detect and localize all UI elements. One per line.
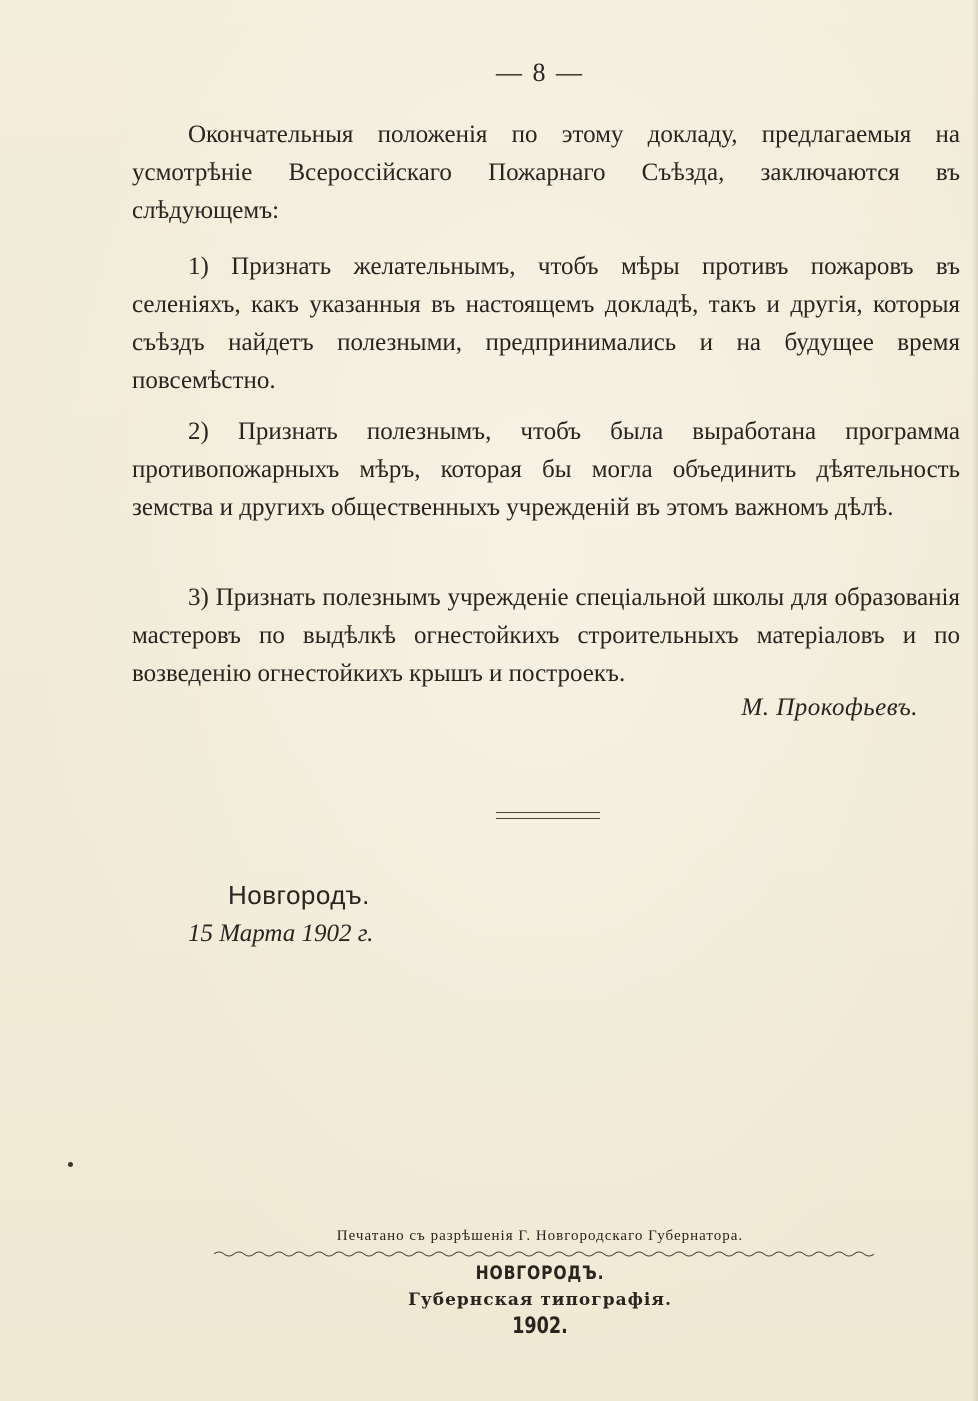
resolution-3-text: 3) Признать полезнымъ учрежденіе спеціальной школы для образованія мастеровъ по выдѣлкѣ огнестойкихъ строительныхъ матеріаловъ и по возведенію огнестойкихъ крышъ и построекъ. bbox=[132, 584, 960, 687]
imprint-year: 1902. bbox=[512, 1314, 568, 1339]
resolution-1 bbox=[132, 248, 960, 400]
resolution-3 bbox=[132, 579, 960, 693]
date-line: 15 Марта 1902 г. bbox=[188, 920, 374, 947]
resolution-2 bbox=[132, 413, 960, 527]
ornamental-rule bbox=[214, 1250, 874, 1258]
page-number: — 8 — bbox=[496, 58, 584, 87]
intro-text: Окончательныя положенія по этому докладу, предлагаемыя на усмотрѣніе Всероссійскаго Пожарнаго Съѣзда, заключаются въ слѣдующемъ: bbox=[132, 121, 960, 224]
place-line: Новгородъ. bbox=[228, 880, 370, 910]
imprint-permission: Печатано съ разрѣшенія Г. Новгородскаго Губернатора. bbox=[336, 1228, 744, 1244]
resolution-1-text: 1) Признать желательнымъ, чтобъ мѣры противъ пожаровъ въ селеніяхъ, какъ указанныя въ настоящемъ докладѣ, такъ и другія, которыя съѣздъ найдетъ полезными, предпринимались и на будущее время повсемѣстно. bbox=[132, 253, 960, 394]
imprint-city: НОВГОРОДЪ. bbox=[475, 1262, 605, 1284]
resolution-2-text: 2) Признать полезнымъ, чтобъ была выработана программа противопожарныхъ мѣръ, которая бы могла объединить дѣятельность земства и другихъ общественныхъ учрежденій въ этомъ важномъ дѣлѣ. bbox=[132, 418, 960, 521]
intro-paragraph bbox=[132, 116, 960, 230]
imprint-press: Губернская типографія. bbox=[408, 1290, 672, 1310]
section-divider bbox=[496, 812, 600, 819]
author-signature: М. Прокофьевъ. bbox=[741, 694, 918, 721]
page-edge-shadow bbox=[972, 0, 978, 1401]
ink-speck bbox=[68, 1162, 73, 1167]
